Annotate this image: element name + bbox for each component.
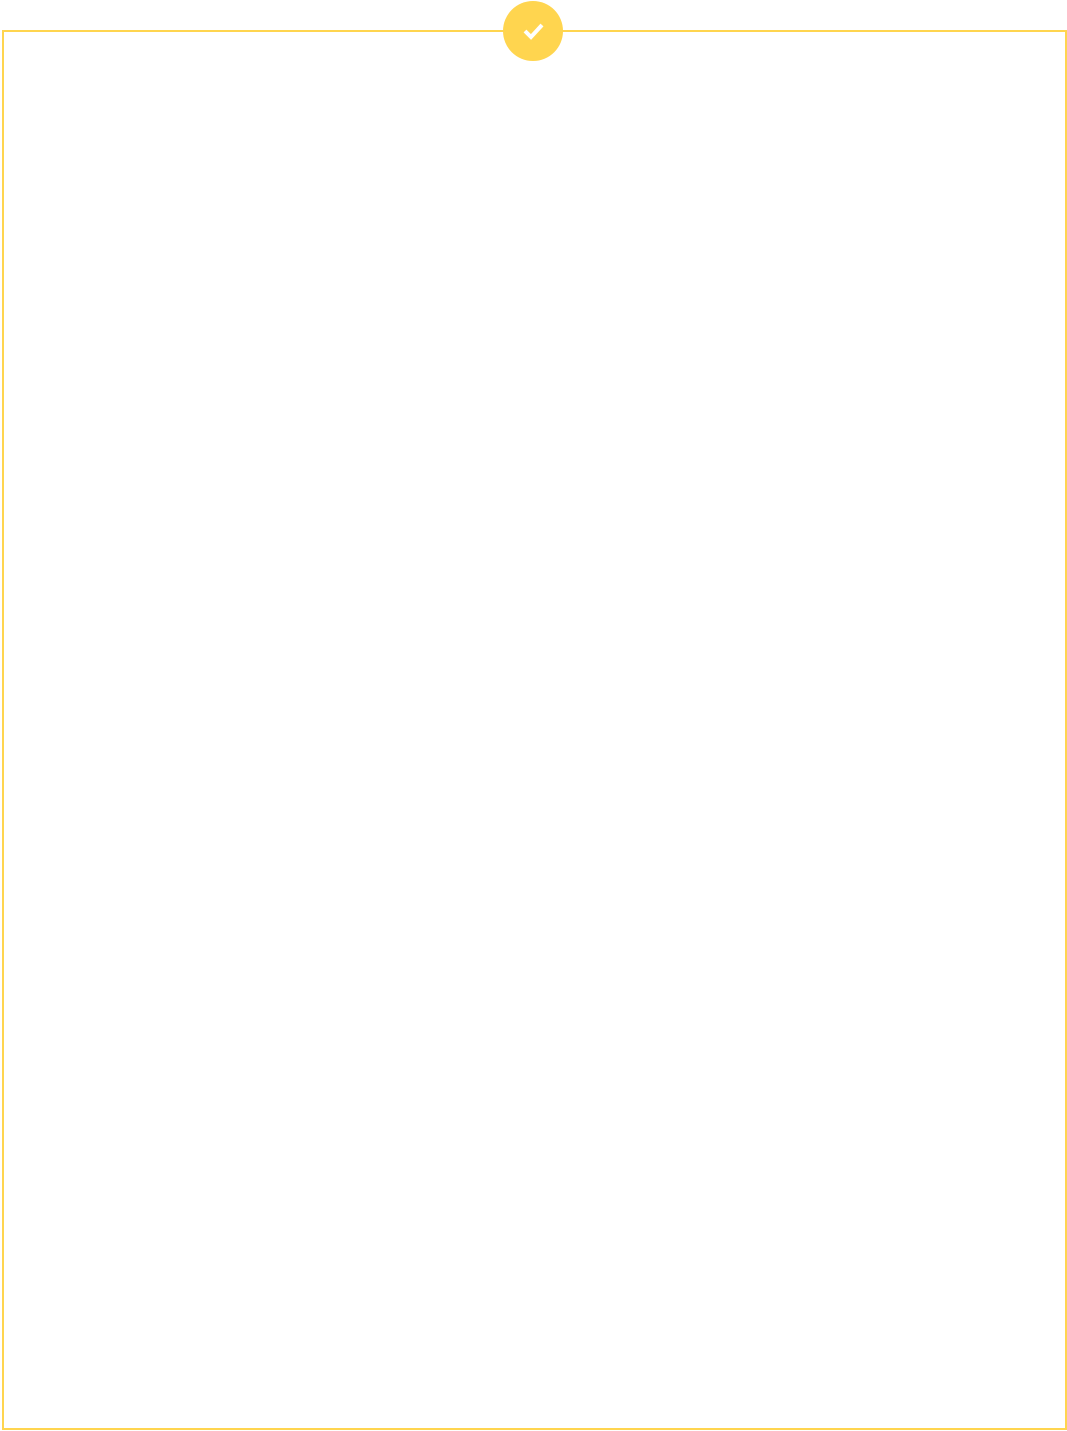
- check-icon: [520, 18, 546, 44]
- content-panel: [2, 30, 1067, 1430]
- status-badge[interactable]: [503, 1, 563, 61]
